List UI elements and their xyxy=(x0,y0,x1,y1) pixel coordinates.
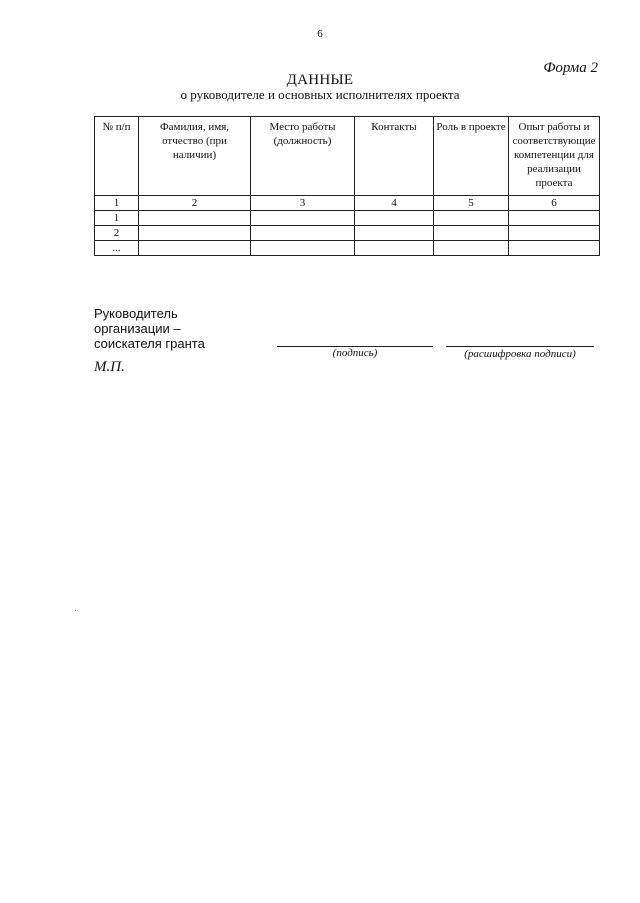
table-row xyxy=(95,211,600,226)
table-cell xyxy=(251,226,355,241)
table-cell xyxy=(139,211,251,226)
signature-decode-caption: (расшифровка подписи) xyxy=(464,348,576,360)
signer-label xyxy=(94,306,205,351)
table-cell xyxy=(355,211,434,226)
executors-table xyxy=(94,116,600,256)
signer-label-line: организации – xyxy=(94,321,181,336)
table-cell xyxy=(139,241,251,256)
header-experience: Опыт работы и соответствующие компетенции для реализации проекта xyxy=(509,117,600,196)
table-cell xyxy=(434,211,509,226)
header-full-name: Фамилия, имя, отчество (при наличии) xyxy=(139,117,251,196)
column-number: 6 xyxy=(509,196,600,211)
document-title: ДАННЫЕ xyxy=(286,72,354,88)
table-header-row xyxy=(95,117,600,196)
column-number: 2 xyxy=(139,196,251,211)
table-cell xyxy=(139,226,251,241)
table-cell xyxy=(434,241,509,256)
header-contacts: Контакты xyxy=(355,117,434,196)
signature-decode-line xyxy=(446,346,594,347)
table-cell xyxy=(251,211,355,226)
document-subtitle: о руководителе и основных исполнителях проекта xyxy=(180,87,460,102)
column-number: 3 xyxy=(251,196,355,211)
column-number: 1 xyxy=(95,196,139,211)
header-role: Роль в проекте xyxy=(434,117,509,196)
table-cell xyxy=(509,241,600,256)
row-number-cell: 2 xyxy=(95,226,139,241)
table-cell xyxy=(434,226,509,241)
table-cell xyxy=(509,211,600,226)
table-cell xyxy=(355,226,434,241)
page-number: 6 xyxy=(317,28,323,40)
table-cell xyxy=(509,226,600,241)
header-workplace: Место работы (должность) xyxy=(251,117,355,196)
signer-label-line: Руководитель xyxy=(94,306,178,321)
column-number-row xyxy=(95,196,600,211)
table-cell xyxy=(355,241,434,256)
column-number: 4 xyxy=(355,196,434,211)
row-number-cell: 1 xyxy=(95,211,139,226)
table-row xyxy=(95,241,600,256)
table-row xyxy=(95,226,600,241)
table-cell xyxy=(251,241,355,256)
stamp-label: М.П. xyxy=(94,359,125,375)
form-label: Форма 2 xyxy=(543,60,598,76)
scan-speck xyxy=(75,610,76,611)
column-number: 5 xyxy=(434,196,509,211)
signer-label-line: соискателя гранта xyxy=(94,336,205,351)
header-number: № п/п xyxy=(95,117,139,196)
signature-caption: (подпись) xyxy=(332,347,378,359)
row-number-cell: ... xyxy=(95,241,139,256)
